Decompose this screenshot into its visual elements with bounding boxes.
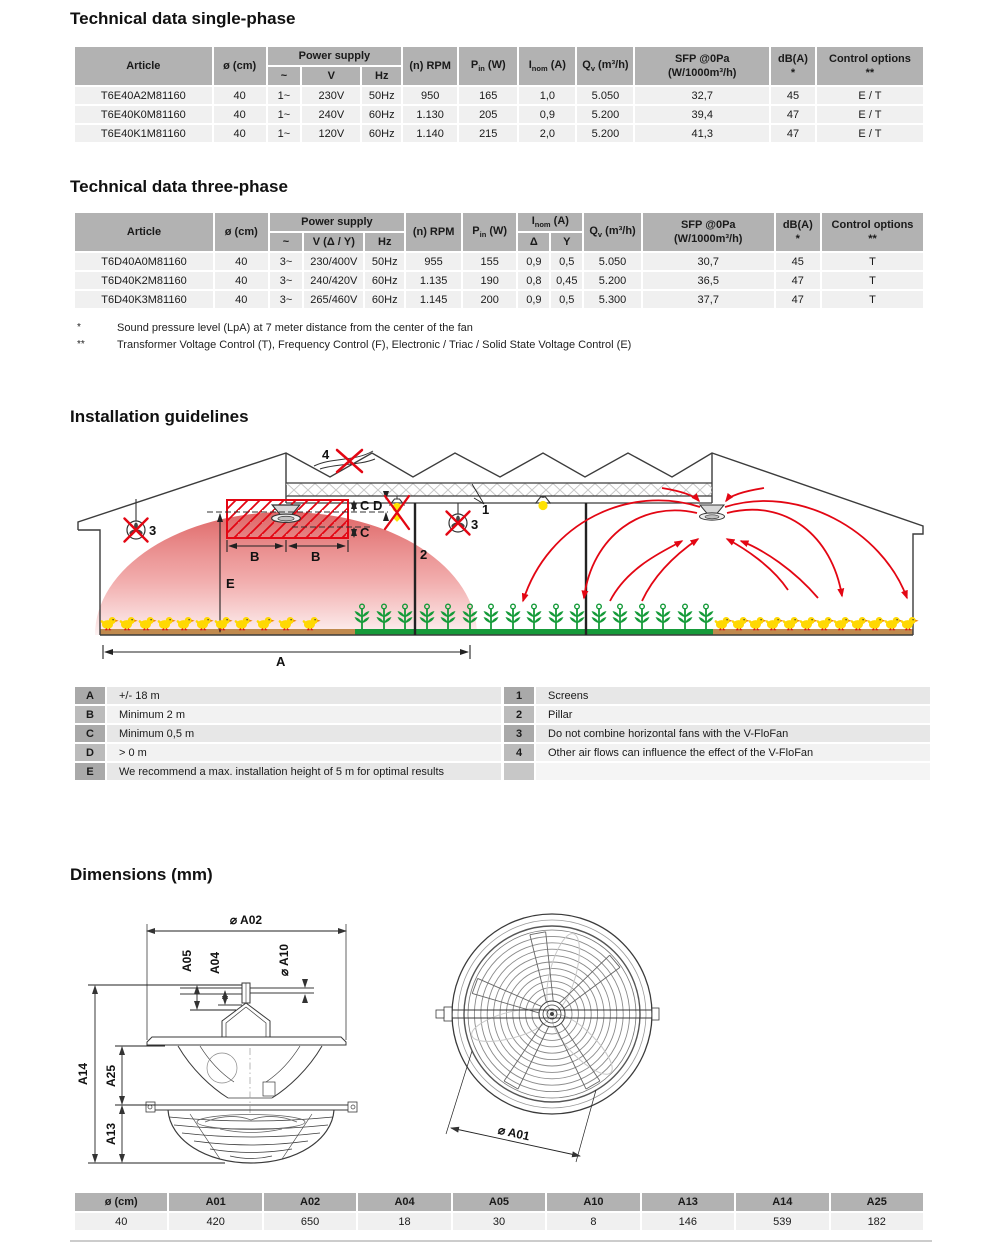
table-cell: T6D40K3M81160 — [75, 291, 213, 308]
table-cell: T6E40K1M81160 — [75, 125, 212, 142]
legend-text: Other air flows can influence the effect of the V-FloFan — [536, 744, 930, 761]
legend-text: > 0 m — [107, 744, 501, 761]
col-hz: Hz — [362, 67, 401, 85]
col-phase: ~ — [270, 233, 303, 251]
legend-key: B — [75, 706, 105, 723]
table-header-cell: A01 — [169, 1193, 261, 1211]
footnote-text: Sound pressure level (LpA) at 7 meter distance from the center of the fan — [117, 322, 473, 334]
table-header-cell: A13 — [642, 1193, 734, 1211]
table-cell: 230V — [302, 87, 360, 104]
table-cell: 36,5 — [643, 272, 774, 289]
table-header-row — [75, 1193, 923, 1211]
legend-key: 3 — [504, 725, 534, 742]
table-cell: 30,7 — [643, 253, 774, 270]
legend-row — [75, 725, 501, 742]
table-cell: 1.145 — [406, 291, 461, 308]
legend-key: A — [75, 687, 105, 704]
table-cell: 190 — [463, 272, 517, 289]
table-header-cell: ø (cm) — [75, 1193, 167, 1211]
svg-text:A04: A04 — [208, 951, 222, 975]
table-cell: 5.200 — [584, 272, 641, 289]
fan-side-view — [146, 983, 357, 1163]
col-pin: $P_{in}$ (W) — [463, 213, 517, 251]
footnote-mark: * — [77, 322, 81, 333]
table-header-cell: A10 — [547, 1193, 639, 1211]
three-phase-title: Technical data three-phase — [70, 177, 288, 196]
footnote-text: Transformer Voltage Control (T), Frequency Control (F), Electronic / Triac / Solid State Voltage Control (E) — [117, 339, 632, 351]
table-cell: 40 — [215, 272, 268, 289]
legend-row — [75, 763, 501, 780]
table-header-cell: A14 — [736, 1193, 828, 1211]
table-row — [75, 291, 923, 308]
col-control: Control options ** — [822, 213, 923, 251]
svg-text:A05: A05 — [180, 949, 194, 973]
legend-key: D — [75, 744, 105, 761]
table-cell: 205 — [459, 106, 517, 123]
legend-key: C — [75, 725, 105, 742]
table-cell: T6E40K0M81160 — [75, 106, 212, 123]
svg-text:⌀ A02: ⌀ A02 — [229, 913, 263, 927]
table-cell: 40 — [214, 106, 266, 123]
legend-row — [504, 687, 930, 704]
table-cell: 47 — [776, 291, 820, 308]
svg-text:A: A — [276, 654, 286, 669]
table-cell: 215 — [459, 125, 517, 142]
col-qv: $Q_v$ (m³/h) — [584, 213, 641, 251]
table-cell: 120V — [302, 125, 360, 142]
legend-row — [504, 706, 930, 723]
table-row — [75, 272, 923, 289]
single-phase-table — [73, 45, 925, 144]
svg-text:2: 2 — [420, 547, 428, 562]
table-cell: E / T — [817, 125, 923, 142]
col-y: Y — [551, 233, 582, 251]
table-cell: 60Hz — [365, 291, 404, 308]
crossed-heat-lamp-icon — [385, 496, 409, 529]
table-header-cell: A04 — [358, 1193, 450, 1211]
svg-text:C: C — [360, 498, 370, 513]
table-row — [75, 87, 923, 104]
legend-text — [536, 763, 930, 780]
legend-key: 2 — [504, 706, 534, 723]
table-cell: 45 — [771, 87, 815, 104]
legend-text: +/- 18 m — [107, 687, 501, 704]
table-row — [75, 253, 923, 270]
three-phase-table — [73, 211, 925, 310]
table-cell: 1.130 — [403, 106, 457, 123]
table-header-cell: A02 — [264, 1193, 356, 1211]
table-cell: T6D40K2M81160 — [75, 272, 213, 289]
table-cell: 200 — [463, 291, 517, 308]
table-cell: 8 — [547, 1213, 639, 1230]
legend-right-column — [504, 687, 930, 780]
table-cell: 47 — [771, 125, 815, 142]
svg-text:3: 3 — [471, 517, 479, 532]
table-cell: 30 — [453, 1213, 545, 1230]
table-cell: T — [822, 253, 923, 270]
table-header-row — [75, 47, 923, 65]
svg-text:1: 1 — [482, 502, 490, 517]
svg-text:A14: A14 — [76, 1062, 90, 1086]
dimensions-title: Dimensions (mm) — [70, 865, 213, 884]
col-delta: Δ — [518, 233, 549, 251]
legend-row — [504, 744, 930, 761]
table-header-cell: A05 — [453, 1193, 545, 1211]
table-header-row — [75, 213, 923, 231]
legend-row — [504, 725, 930, 742]
col-diameter: ø (cm) — [214, 47, 266, 85]
col-power-supply: Power supply — [268, 47, 402, 65]
table-cell: 182 — [831, 1213, 924, 1230]
col-voltage: V (Δ / Y) — [304, 233, 363, 251]
table-cell: 1.140 — [403, 125, 457, 142]
svg-text:C: C — [360, 525, 370, 540]
table-cell: 265/460V — [304, 291, 363, 308]
table-row — [75, 125, 923, 142]
footnote — [73, 322, 925, 334]
table-cell: 5.050 — [577, 87, 633, 104]
table-cell: 32,7 — [635, 87, 769, 104]
dimensions-table — [73, 1191, 925, 1232]
table-cell: 50Hz — [362, 87, 401, 104]
legend-text: We recommend a max. installation height of 5 m for optimal results — [107, 763, 501, 780]
table-cell: 2,0 — [519, 125, 575, 142]
fan-top-view — [436, 914, 659, 1114]
table-cell: 45 — [776, 253, 820, 270]
col-rpm: (n) RPM — [403, 47, 457, 85]
installation-diagram — [70, 438, 930, 683]
chicks-row — [716, 617, 919, 630]
legend-key: E — [75, 763, 105, 780]
legend-row — [75, 706, 501, 723]
table-cell: 1~ — [268, 106, 301, 123]
footnote-mark: ** — [77, 339, 85, 350]
table-cell: 60Hz — [365, 272, 404, 289]
table-cell: 146 — [642, 1213, 734, 1230]
table-cell: T — [822, 272, 923, 289]
svg-text:B: B — [250, 549, 260, 564]
legend-key: 4 — [504, 744, 534, 761]
table-cell: 40 — [75, 1213, 167, 1230]
table-cell: 0,45 — [551, 272, 582, 289]
table-cell: 0,5 — [551, 291, 582, 308]
table-cell: 0,8 — [518, 272, 549, 289]
svg-text:3: 3 — [149, 523, 157, 538]
legend-text: Do not combine horizontal fans with the V-FloFan — [536, 725, 930, 742]
legend-key — [504, 763, 534, 780]
table-cell: 165 — [459, 87, 517, 104]
top-view-dimensions — [446, 1051, 596, 1162]
table-cell: 41,3 — [635, 125, 769, 142]
svg-text:4: 4 — [322, 447, 330, 462]
table-cell: 1.135 — [406, 272, 461, 289]
table-cell: E / T — [817, 87, 923, 104]
legend-text: Minimum 2 m — [107, 706, 501, 723]
table-cell: 230/400V — [304, 253, 363, 270]
col-pin: $P_{in}$ (W) — [459, 47, 517, 85]
table-cell: 60Hz — [362, 106, 401, 123]
col-diameter: ø (cm) — [215, 213, 268, 251]
table-cell: 40 — [215, 291, 268, 308]
col-dba: dB(A) * — [776, 213, 820, 251]
svg-text:A25: A25 — [104, 1064, 118, 1088]
table-cell: 3~ — [270, 272, 303, 289]
col-rpm: (n) RPM — [406, 213, 461, 251]
table-cell: 3~ — [270, 253, 303, 270]
installation-title: Installation guidelines — [70, 407, 249, 426]
svg-text:⌀ A10: ⌀ A10 — [277, 943, 291, 977]
table-cell: 37,7 — [643, 291, 774, 308]
single-phase-title: Technical data single-phase — [70, 9, 296, 28]
dimensions-figure — [70, 898, 930, 1178]
table-cell: T — [822, 291, 923, 308]
table-cell: T6E40A2M81160 — [75, 87, 212, 104]
table-cell: 1~ — [268, 125, 301, 142]
table-cell: 50Hz — [365, 253, 404, 270]
table-cell: 40 — [215, 253, 268, 270]
table-cell: 0,9 — [518, 253, 549, 270]
col-qv: $Q_v$ (m³/h) — [577, 47, 633, 85]
col-control: Control options ** — [817, 47, 923, 85]
svg-text:A13: A13 — [104, 1122, 118, 1146]
col-inom: $I_{nom}$ (A) — [519, 47, 575, 85]
table-cell: 950 — [403, 87, 457, 104]
table-cell: 1~ — [268, 87, 301, 104]
table-cell: 5.200 — [577, 106, 633, 123]
table-cell: 0,9 — [519, 106, 575, 123]
legend-row — [504, 763, 930, 780]
table-cell: 155 — [463, 253, 517, 270]
svg-text:⌀ A01: ⌀ A01 — [496, 1122, 532, 1144]
table-cell: 0,9 — [518, 291, 549, 308]
table-cell: 5.050 — [584, 253, 641, 270]
table-cell: 0,5 — [551, 253, 582, 270]
col-sfp: SFP @0Pa (W/1000m³/h) — [643, 213, 774, 251]
table-cell: 539 — [736, 1213, 828, 1230]
table-cell: 18 — [358, 1213, 450, 1230]
table-cell: E / T — [817, 106, 923, 123]
legend-left-column — [75, 687, 501, 780]
svg-text:E: E — [226, 576, 235, 591]
col-inom: $I_{nom}$ (A) — [518, 213, 582, 231]
col-sfp: SFP @0Pa (W/1000m³/h) — [635, 47, 769, 85]
col-power-supply: Power supply — [270, 213, 405, 231]
table-cell: 40 — [214, 87, 266, 104]
legend-row — [75, 687, 501, 704]
table-cell: 650 — [264, 1213, 356, 1230]
table-row — [75, 106, 923, 123]
table-cell: 240/420V — [304, 272, 363, 289]
table-cell: 39,4 — [635, 106, 769, 123]
footnote — [73, 339, 925, 351]
col-hz: Hz — [365, 233, 404, 251]
table-cell: 5.200 — [577, 125, 633, 142]
legend-text: Screens — [536, 687, 930, 704]
table-header-cell: A25 — [831, 1193, 924, 1211]
table-row — [75, 1213, 923, 1230]
legend-text: Pillar — [536, 706, 930, 723]
table-cell: T6D40A0M81160 — [75, 253, 213, 270]
installation-legend — [75, 687, 930, 780]
table-cell: 1,0 — [519, 87, 575, 104]
table-cell: 60Hz — [362, 125, 401, 142]
crossed-fan-icon — [447, 503, 470, 535]
table-cell: 5.300 — [584, 291, 641, 308]
table-cell: 47 — [771, 106, 815, 123]
col-phase: ~ — [268, 67, 301, 85]
table-cell: 240V — [302, 106, 360, 123]
table-cell: 955 — [406, 253, 461, 270]
col-dba: dB(A) * — [771, 47, 815, 85]
v-flofan-icon — [700, 505, 725, 520]
table-cell: 40 — [214, 125, 266, 142]
footnotes — [73, 322, 925, 356]
legend-key: 1 — [504, 687, 534, 704]
svg-text:D: D — [373, 498, 383, 513]
svg-text:B: B — [311, 549, 321, 564]
col-article: Article — [75, 213, 213, 251]
col-article: Article — [75, 47, 212, 85]
legend-row — [75, 744, 501, 761]
table-cell: 3~ — [270, 291, 303, 308]
legend-text: Minimum 0,5 m — [107, 725, 501, 742]
table-cell: 47 — [776, 272, 820, 289]
footer-divider — [70, 1240, 932, 1242]
col-voltage: V — [302, 67, 360, 85]
table-cell: 420 — [169, 1213, 261, 1230]
